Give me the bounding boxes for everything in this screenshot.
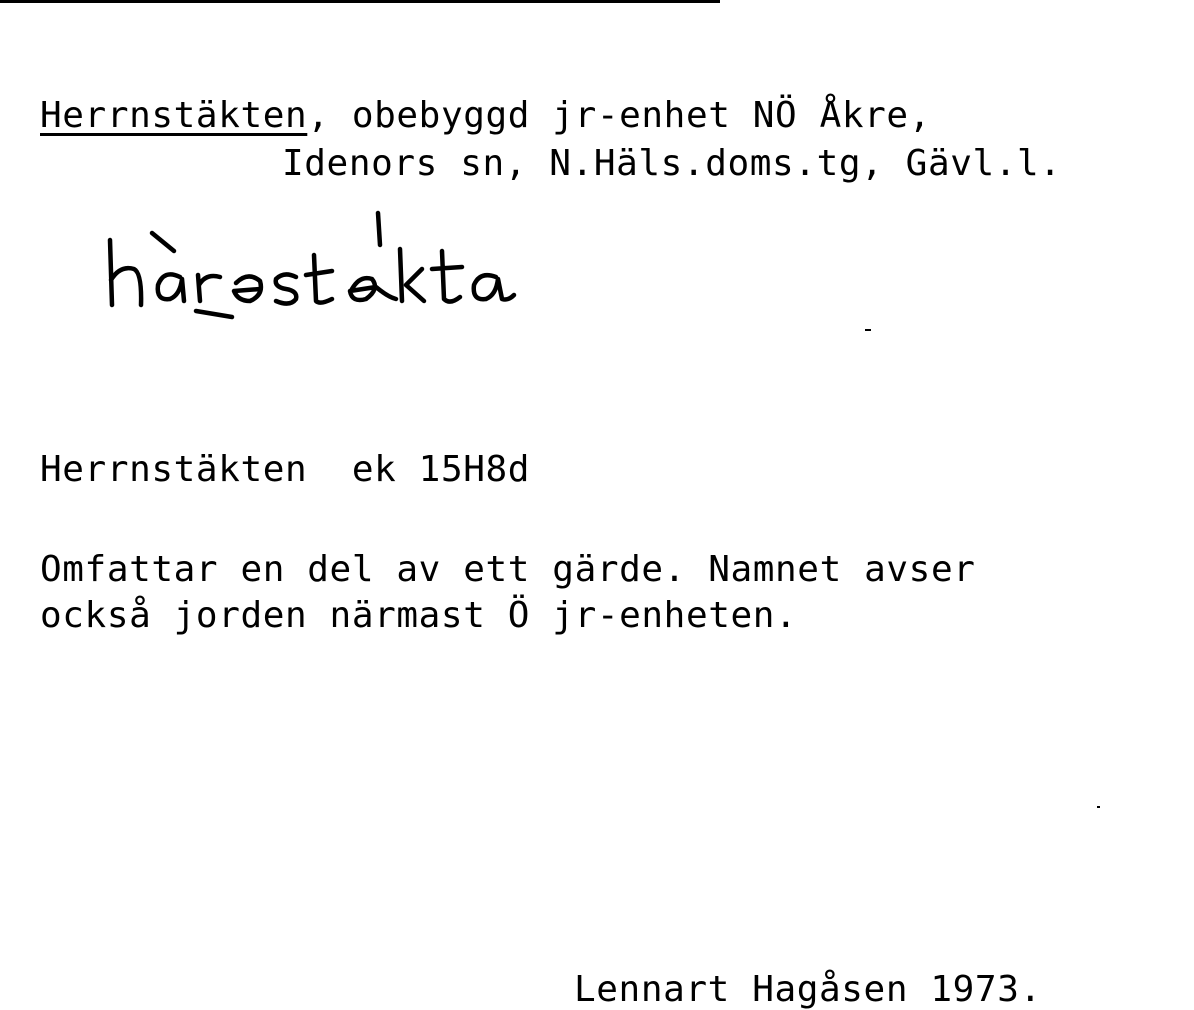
- paper-speck: [865, 329, 871, 331]
- description-line-2: också jorden närmast Ö jr-enheten.: [40, 595, 798, 636]
- signature: Lennart Hagåsen 1973.: [574, 969, 1042, 1010]
- place-name: Herrnstäkten: [40, 95, 308, 136]
- heading-line-2: Idenors sn, N.Häls.doms.tg, Gävl.l.: [282, 143, 1062, 184]
- heading-line-1: [40, 96, 931, 136]
- pronunciation-handwriting: [100, 205, 540, 335]
- place-description: , obebyggd jr-enhet NÖ Åkre,: [307, 95, 931, 136]
- handwritten-pronunciation: [100, 205, 540, 339]
- reference-name: Herrnstäkten: [40, 449, 308, 490]
- description-line-1: Omfattar en del av ett gärde. Namnet avser: [40, 549, 976, 590]
- paper-speck: [1097, 806, 1100, 808]
- card-top-edge: [0, 0, 720, 3]
- map-reference-code: ek 15H8d: [351, 449, 531, 490]
- reference-line: [40, 450, 530, 490]
